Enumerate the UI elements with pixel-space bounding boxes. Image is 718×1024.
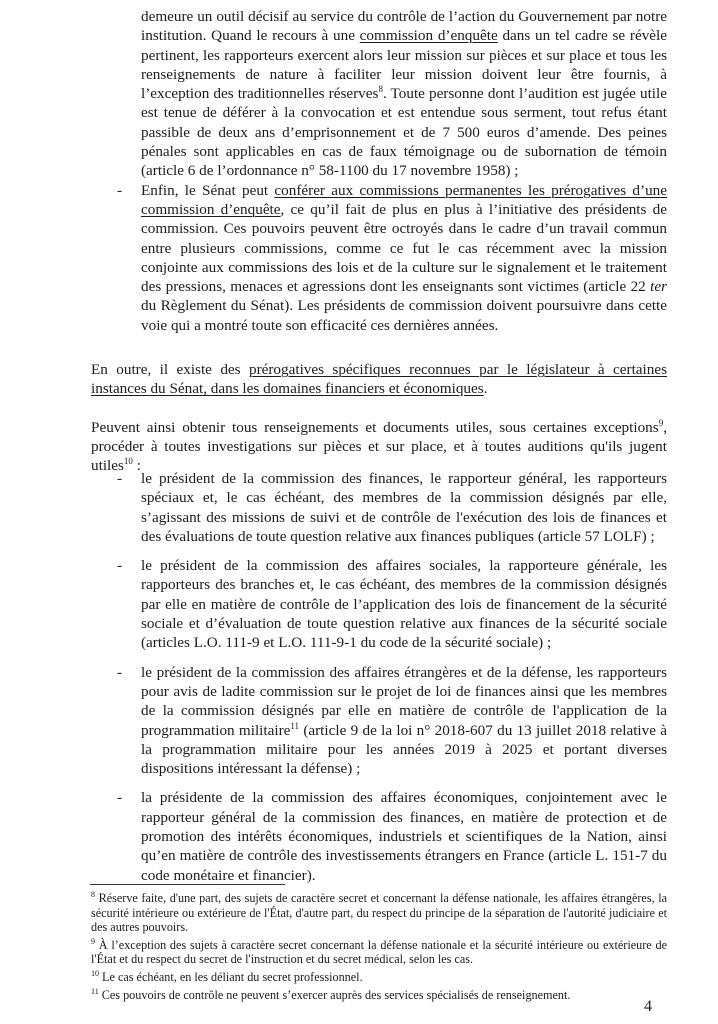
footnote-9: $^9$ À l’exception des sujets à caractère secret concernant la défense nationale et la sécurité intérieure ou extérieure de l'État et du respect du secret de l'instruction et du secret médical, selon les cas.	[91, 936, 667, 967]
bullet-dash: -	[117, 470, 123, 487]
footnote-separator	[90, 884, 285, 885]
bullet-enfin: - Enfin, le Sénat peut conférer aux commissions permanentes les prérogatives d’une commission d’enquête, ce qu’il fait de plus en plus à l’initiative des présidents de commission. Ces pouvoirs peuvent être octroyés dans le cadre d’un travail commun entre plusieurs commissions, comme ce fut le cas récemment avec la mission conjointe aux commissions des lois et de la culture sur le signalement et le traitement des pressions, menaces et agressions dont les enseignants sont victimes (article 22 ter du Règlement du Sénat). Les présidents de commission doivent poursuivre dans cette voie qui a montré toute son efficacité ces dernières années.	[117, 181, 668, 334]
footnote-ref-11[interactable]: 11	[290, 720, 300, 731]
footnote-ref-8[interactable]: 8	[378, 84, 383, 95]
bullet-continuation: demeure un outil décisif au service du contrôle de l’action du Gouvernement par notre institution. Quand le recours à une commission d’enquête dans un tel cadre se révèle pertinent, les rapporteurs exercent alors leur mission sur pièces et sur place et tous les renseignements de nature à faciliter leur mission doivent leur être fournis, à l’exception des traditionnelles réserves$^8$. Toute personne dont l’audition est jugée utile est tenue de déférer à la convocation et est entendue sous serment, tout refus étant passible de deux ans d’emprisonnement et de 7 500 euros d’amende. Des peines pénales sont applicables en cas de faux témoignage ou de subornation de témoin (article 6 de l’ordonnance n° 58-1100 du 17 novembre 1958) ;	[141, 8, 667, 180]
bullet-dash: -	[117, 181, 123, 199]
list-item: - la présidente de la commission des affaires économiques, conjointement avec le rapporteur général de la commission des finances, en matière de protection et de promotion des intérêts économiques, industriels et scientifiques de la Nation, ainsi qu’en matière de contrôle des investissements étrangers en France (article L. 151-7 du code monétaire et financier).	[117, 789, 667, 884]
footnote-ref-10[interactable]: 10	[123, 456, 133, 467]
paragraph-en-outre: En outre, il existe des prérogatives spécifiques reconnues par le législateur à certaines instances du Sénat, dans les domaines financiers et économiques.	[91, 361, 668, 398]
list-item: - le président de la commission des affaires étrangères et de la défense, les rapporteurs pour avis de ladite commission sur le projet de loi de finances ainsi que les membres de la commission désignés par elle en matière de contrôle de l'application de la programmation militaire$^{11}$ (article 9 de la loi n° 2018-607 du 13 juillet 2018 relative à la programmation militaire pour les années 2019 à 2025 et portant diverses dispositions intéressant la défense) ;	[117, 663, 667, 778]
paragraph-peuvent: Peuvent ainsi obtenir tous renseignements et documents utiles, sous certaines exceptions$^9$, procéder à toutes investigations sur pièces et sur place, et à toutes auditions qu'ils jugent utiles$^{10}$ :	[91, 417, 667, 475]
bullet-dash: -	[117, 789, 123, 807]
footnote-11: $^{11}$ Ces pouvoirs de contrôle ne peuvent s’exercer auprès des services spécialisés de renseignement.	[91, 986, 571, 1002]
list-item: - le président de la commission des affaires sociales, la rapporteure générale, les rapporteurs des branches et, le cas échéant, des membres de la commission désignés par elle en matière de contrôle de l’application des lois de financement de la sécurité sociale et d’évaluation de toute question relative aux finances de la sécurité sociale (articles L.O. 111-9 et L.O. 111-9-1 du code de la sécurité sociale) ;	[117, 557, 667, 652]
bullet-dash: -	[117, 663, 123, 681]
footnote-8: $^8$ Réserve faite, d'une part, des sujets de caractère secret et concernant la défense nationale, les affaires étrangères, la sécurité intérieure ou extérieure de l'État, d'autre part, du respect du principe de la séparation de l'autorité judiciaire et des autres pouvoirs.	[91, 890, 667, 935]
powers-list	[91, 469, 667, 885]
page-number: 4	[644, 998, 652, 1015]
list-item: - le président de la commission des finances, le rapporteur général, les rapporteurs spéciaux et, le cas échéant, des membres de la commission désignés par elle, s’agissant des missions de suivi et de contrôle de l'exécution des lois de finances et des évaluations de toute question relative aux finances publiques (article 57 LOLF) ;	[117, 470, 667, 545]
link-commission-enquete: commission d’enquête	[359, 27, 498, 45]
footnote-ref-9[interactable]: 9	[658, 417, 664, 428]
main-text-middle	[91, 360, 667, 475]
bullet-dash: -	[117, 557, 123, 575]
underlined-prerogatives: conférer aux commissions permanentes les prérogatives d’une commission d’enquête	[141, 181, 668, 218]
underlined-prerogatives-specifiques: prérogatives spécifiques reconnues par le législateur à certaines instances du Sénat, dans les domaines financiers et économiques	[91, 361, 668, 398]
footnotes	[91, 891, 667, 1002]
footnote-10: $^{10}$ Le cas échéant, en les déliant du secret professionnel.	[91, 968, 363, 984]
main-text-upper	[91, 7, 667, 335]
